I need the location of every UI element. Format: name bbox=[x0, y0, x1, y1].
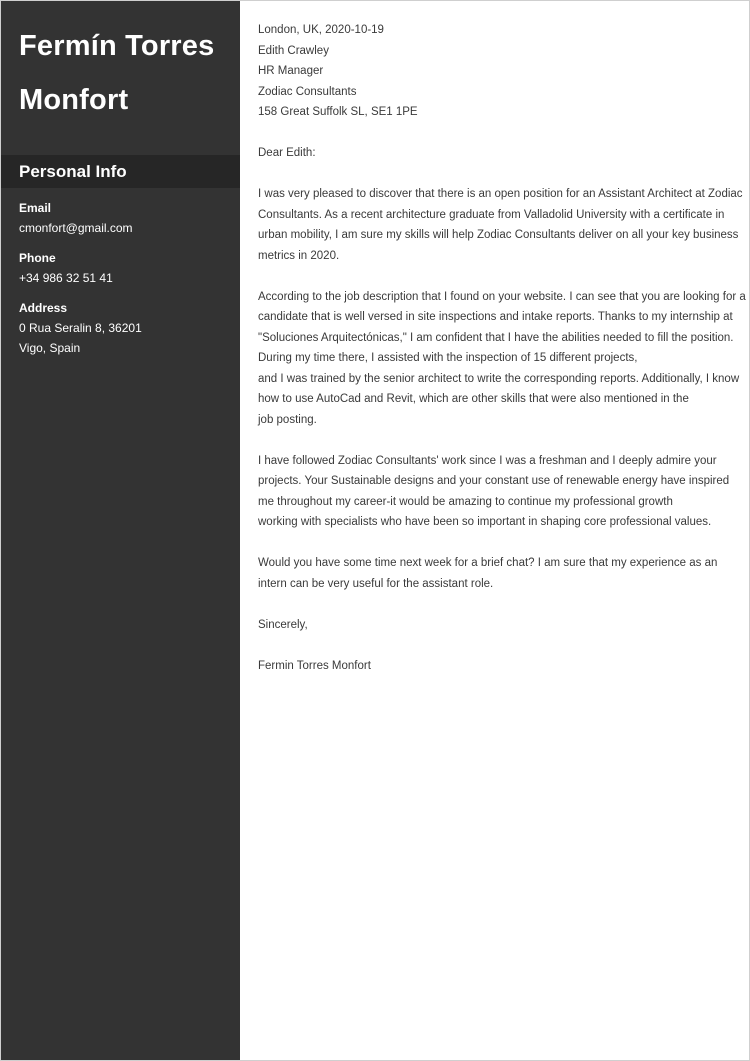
paragraph-line: "Soluciones Arquitectónicas," I am confident that I have the abilities needed to fill the position. bbox=[258, 331, 734, 344]
email-value: cmonfort@gmail.com bbox=[19, 221, 133, 235]
paragraph-2 bbox=[258, 287, 746, 431]
paragraph-line: me throughout my career-it would be amazing to continue my professional growth bbox=[258, 495, 673, 508]
applicant-name bbox=[19, 19, 234, 127]
phone-label: Phone bbox=[19, 251, 56, 265]
paragraph-line: I have followed Zodiac Consultants' work since I was a freshman and I deeply admire your bbox=[258, 454, 717, 467]
recipient-title: HR Manager bbox=[258, 65, 324, 77]
paragraph-line: job posting. bbox=[258, 413, 317, 426]
paragraph-line: intern can be very useful for the assistant role. bbox=[258, 577, 494, 590]
recipient-name: Edith Crawley bbox=[258, 44, 329, 57]
greeting bbox=[258, 143, 710, 164]
paragraph-line: During my time there, I assisted with the inspection of 15 different projects, bbox=[258, 352, 638, 364]
paragraph-line: working with specialists who have been so important in shaping core professional values. bbox=[258, 516, 712, 528]
paragraph-line: According to the job description that I found on your website. I can see that you are looking for a bbox=[258, 290, 746, 303]
applicant-name-line-2: Monfort bbox=[19, 84, 129, 116]
paragraph-line: and I was trained by the senior architect to write the corresponding reports. Additionally, I know bbox=[258, 372, 740, 385]
paragraph-line: Consultants. As a recent architecture graduate from Valladolid University with a certificate in bbox=[258, 208, 725, 221]
paragraph-line: Would you have some time next week for a brief chat? I am sure that my experience as an bbox=[258, 557, 718, 569]
paragraph-line: how to use AutoCad and Revit, which are other skills that were also mentioned in the bbox=[258, 393, 689, 405]
paragraph-4 bbox=[258, 553, 718, 594]
recipient-address: 158 Great Suffolk SL, SE1 1PE bbox=[258, 106, 418, 118]
paragraph-line: urban mobility, I am sure my skills will help Zodiac Consultants deliver on all your key business bbox=[258, 229, 739, 241]
paragraph-3 bbox=[258, 451, 730, 533]
paragraph-1 bbox=[258, 184, 743, 266]
personal-info-title: Personal Info bbox=[19, 162, 127, 181]
paragraph-line: I was very pleased to discover that there is an open position for an Assistant Architect at Zodiac bbox=[258, 188, 743, 200]
recipient-company: Zodiac Consultants bbox=[258, 85, 357, 98]
letter-header bbox=[258, 20, 710, 123]
address-label: Address bbox=[19, 301, 68, 315]
email-label: Email bbox=[19, 201, 52, 215]
phone-value: +34 986 32 51 41 bbox=[19, 271, 113, 285]
paragraph-line: candidate that is well versed in site inspections and intake reports. Thanks to my internship at bbox=[258, 311, 733, 323]
paragraph-line: metrics in 2020. bbox=[258, 249, 340, 262]
signature-text: Fermin Torres Monfort bbox=[258, 659, 371, 672]
signature bbox=[258, 656, 710, 677]
greeting-text: Dear Edith: bbox=[258, 147, 316, 159]
letter-body bbox=[258, 20, 746, 697]
address-line-1: 0 Rua Seralin 8, 36201 bbox=[19, 321, 142, 335]
paragraph-line: projects. Your Sustainable designs and your constant use of renewable energy have inspired bbox=[258, 475, 730, 487]
personal-info-header bbox=[1, 155, 240, 188]
closing bbox=[258, 615, 710, 636]
address-line-2: Vigo, Spain bbox=[19, 341, 81, 355]
sidebar bbox=[1, 1, 240, 1060]
applicant-name-line-1: Fermín Torres bbox=[19, 30, 215, 62]
closing-text: Sincerely, bbox=[258, 618, 308, 631]
letter-date-location: London, UK, 2020-10-19 bbox=[258, 24, 384, 36]
